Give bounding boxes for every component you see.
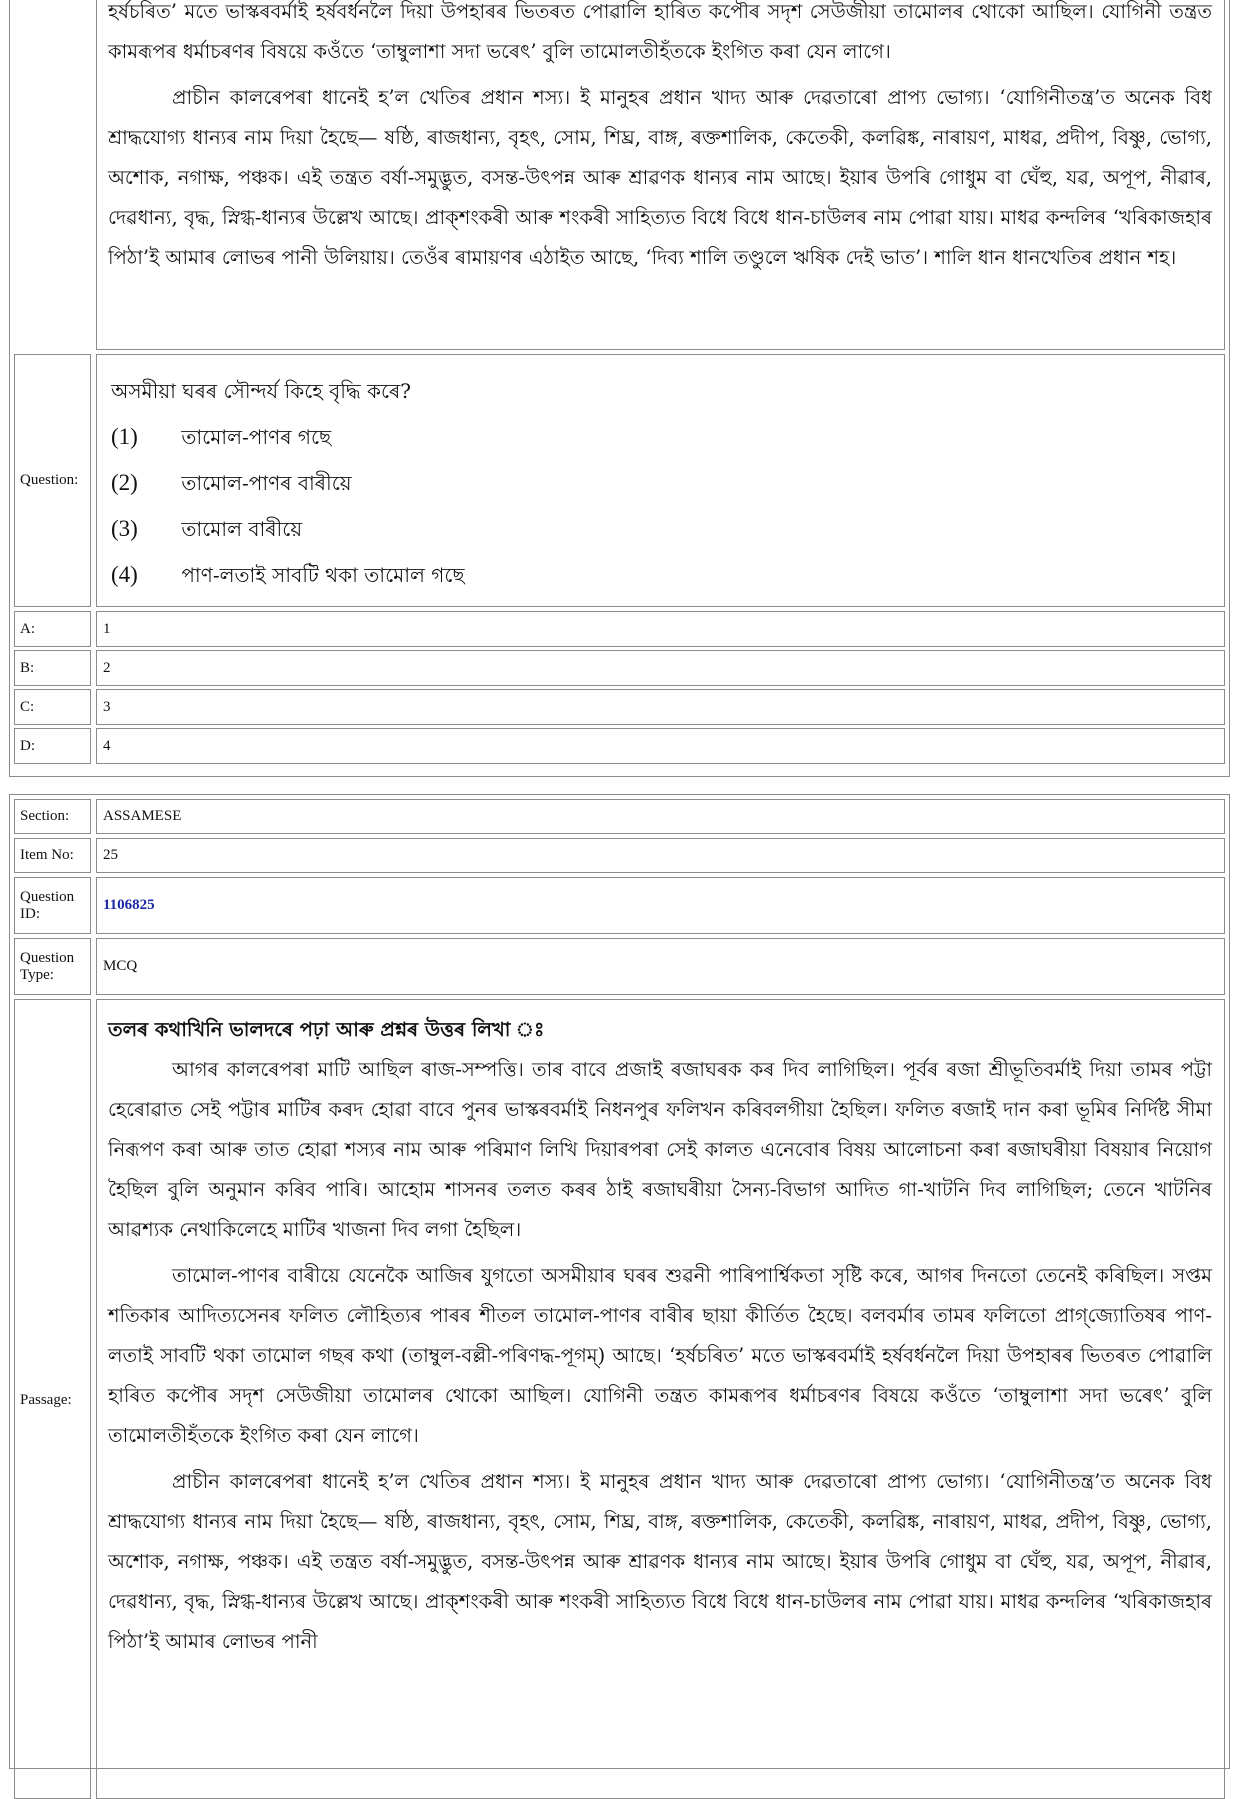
section-row: [14, 799, 1225, 834]
item-no-label: Item No:: [14, 838, 91, 873]
question-type-row: [14, 938, 1225, 995]
passage-cell: [96, 999, 1225, 1799]
passage-label: Passage:: [14, 999, 91, 1799]
question-type-value: MCQ: [96, 938, 1225, 995]
answer-value: 3: [96, 689, 1225, 725]
option-text: তামোল-পাণৰ বাৰীয়ে: [181, 471, 352, 495]
item-no-row: [14, 838, 1225, 873]
question-id-row: [14, 877, 1225, 934]
question-row: [14, 354, 1225, 607]
question-id-label: Question ID:: [14, 877, 91, 934]
passage-cell: [96, 0, 1225, 350]
answer-row-b: [14, 650, 1225, 686]
section-label: Section:: [14, 799, 91, 834]
passage-row: [14, 0, 1225, 350]
option-number: (2): [111, 470, 138, 495]
passage-text: [108, 1010, 1212, 1662]
passage-paragraph: প্রাচীন কালৰেপৰা ধানেই হ’ল খেতিৰ প্ৰধান শস্য। ই মানুহৰ প্ৰধান খাদ্য আৰু দেৱতাৰো প্ৰাপ্য ভোগ্য। ‘যোগিনীতন্ত্ৰ’ত অনেক বিধ শ্ৰাদ্ধযোগ্য ধান্যৰ নাম দিয়া হৈছে— ষষ্ঠি, ৰাজধান্য, বৃহৎ, সোম, শিঘ্ৰ, বাঙ্গ, ৰক্তশালিক, কেতেকী, কলৱিঙ্ক, নাৰায়ণ, মাধৱ, প্ৰদীপ, বিষ্ণু, ভোগ্য, অশোক, নগাক্ষ, পঞ্চক। এই তন্ত্রত বৰ্ষা-সমুদ্ভুত, বসন্ত-উৎপন্ন আৰু শ্ৰাৱণক ধান্যৰ নাম আছে। ইয়াৰ উপৰি গোধুম বা ঘেঁহু, যৱ, অপূপ, নীৱাৰ, দেৱধান্য, বৃদ্ধ, স্নিগ্ধ-ধান্যৰ উল্লেখ আছে। প্ৰাক্‌শংকৰী আৰু শংকৰী সাহিত্যত বিধে বিধে ধান-চাউলৰ নাম পোৱা যায়। মাধৱ কন্দলিৰ ‘খৰিকাজহাৰ পিঠা’ই আমাৰ লোভৰ পানী উলিয়ায়। তেওঁৰ ৰামায়ণৰ এঠাইত আছে, ‘দিব্য শালি তণ্ডুলে ঋষিক দেই ভাত’। শালি ধান ধানখেতিৰ প্ৰধান শহ।: [108, 86, 1212, 269]
question-block-25: [9, 794, 1230, 1769]
question-text: অসমীয়া ঘৰৰ সৌন্দৰ্য কিহে বৃদ্ধি কৰে?: [111, 379, 412, 403]
option-number: (3): [111, 516, 138, 541]
answer-row-d: [14, 728, 1225, 764]
passage-text: [108, 0, 1212, 278]
option-number: (4): [111, 562, 138, 587]
option-text: পাণ-লতাই সাবটি থকা তামোল গছে: [181, 563, 465, 587]
answer-row-a: [14, 611, 1225, 647]
option-2: [111, 469, 352, 502]
option-1: [111, 423, 331, 456]
question-type-label: Question Type:: [14, 938, 91, 995]
option-3: [111, 515, 302, 548]
question-block-24: [9, 0, 1230, 777]
passage-heading: তলৰ কথাখিনি ভালদৰে পঢ়া আৰু প্ৰশ্নৰ উত্তৰ লিখা ঃ: [108, 1018, 545, 1041]
answer-label: B:: [14, 650, 91, 686]
option-text: তামোল বাৰীয়ে: [181, 517, 303, 541]
passage-paragraph: তামোল-পাণৰ বাৰীয়ে যেনেকৈ আজিৰ যুগতো অসমীয়াৰ ঘৰৰ শুৱনী পাৰিপাৰ্শ্বিকতা সৃষ্টি কৰে, আগৰ দিনতো তেনেই কৰিছিল। সপ্তম শতিকাৰ আদিত্যসেনৰ ফলিত লৌহিত্যৰ পাৰৰ শীতল তামোল-পাণৰ বাৰীৰ ছায়া কীৰ্তিত হৈছে। বলবৰ্মাৰ তামৰ ফলিতো প্ৰাগ্‌জ্যোতিষৰ পাণ-লতাই সাবটি থকা তামোল গছৰ কথা (তাম্বুল-বল্লী-পৰিণদ্ধ-পূগম্) আছে। ‘হৰ্ষচৰিত’ মতে ভাস্কৰবৰ্মাই হৰ্ষবৰ্ধনলৈ দিয়া উপহাৰৰ ভিতৰত পোৱালি হাৰিত কপৌৰ সদৃশ সেউজীয়া তামোলৰ থোকো আছিল। যোগিনী তন্ত্রত কামৰূপৰ ধৰ্মাচৰণৰ বিষয়ে কওঁতে ‘তাম্বুলাশা সদা ভৰেৎ’ বুলি তামোলতীহঁতকে ইংগিত কৰা যেন লাগে।: [108, 1264, 1212, 1447]
option-text: তামোল-পাণৰ গছে: [181, 425, 332, 449]
answer-label: A:: [14, 611, 91, 647]
passage-paragraph: আগৰ কালৰেপৰা মাটি আছিল ৰাজ-সম্পত্তি। তাৰ বাবে প্ৰজাই ৰজাঘৰক কৰ দিব লাগিছিল। পূৰ্বৰ ৰজা শ্ৰীভূতিবৰ্মাই দিয়া তামৰ পট্টা হেৰোৱাত সেই পট্টাৰ মাটিৰ কৰদ হোৱা বাবে পুনৰ ভাস্কৰবৰ্মাই নিধনপুৰ ফলিখন কৰিবলগীয়া হৈছিল। ফলিত ৰজাই দান কৰা ভূমিৰ নিৰ্দিষ্ট সীমা নিৰূপণ কৰা আৰু তাত হোৱা শস্যৰ নাম আৰু পৰিমাণ লিখি দিয়াৰপৰা সেই কালত এনেবোৰ বিষয় আলোচনা কৰা ৰজাঘৰীয়া বিষয়াৰ নিয়োগ হৈছিল বুলি অনুমান কৰিব পাৰি। আহোম শাসনৰ তলত কৰৰ ঠাই ৰজাঘৰীয়া সৈন্য-বিভাগ আদিত গা-খাটনি দিব লাগিছিল; তেনে খাটনিৰ আৱশ্যক নেথাকিলেহে মাটিৰ খাজনা দিব লগা হৈছিল।: [108, 1058, 1212, 1241]
answer-value: 4: [96, 728, 1225, 764]
option-number: (1): [111, 424, 138, 449]
answer-value: 1: [96, 611, 1225, 647]
item-no-value: 25: [96, 838, 1225, 873]
passage-paragraph: হৰ্ষচৰিত’ মতে ভাস্কৰবৰ্মাই হৰ্ষবৰ্ধনলৈ দিয়া উপহাৰৰ ভিতৰত পোৱালি হাৰিত কপৌৰ সদৃশ সেউজীয়া তামোলৰ থোকো আছিল। যোগিনী তন্ত্রত কামৰূপৰ ধৰ্মাচৰণৰ বিষয়ে কওঁতে ‘তাম্বুলাশা সদা ভৰেৎ’ বুলি তামোলতীহঁতকে ইংগিত কৰা যেন লাগে।: [108, 0, 1212, 63]
passage-paragraph: প্রাচীন কালৰেপৰা ধানেই হ’ল খেতিৰ প্ৰধান শস্য। ই মানুহৰ প্ৰধান খাদ্য আৰু দেৱতাৰো প্ৰাপ্য ভোগ্য। ‘যোগিনীতন্ত্ৰ’ত অনেক বিধ শ্ৰাদ্ধযোগ্য ধান্যৰ নাম দিয়া হৈছে— ষষ্ঠি, ৰাজধান্য, বৃহৎ, সোম, শিঘ্ৰ, বাঙ্গ, ৰক্তশালিক, কেতেকী, কলৱিঙ্ক, নাৰায়ণ, মাধৱ, প্ৰদীপ, বিষ্ণু, ভোগ্য, অশোক, নগাক্ষ, পঞ্চক। এই তন্ত্রত বৰ্ষা-সমুদ্ভুত, বসন্ত-উৎপন্ন আৰু শ্ৰাৱণক ধান্যৰ নাম আছে। ইয়াৰ উপৰি গোধুম বা ঘেঁহু, যৱ, অপূপ, নীৱাৰ, দেৱধান্য, বৃদ্ধ, স্নিগ্ধ-ধান্যৰ উল্লেখ আছে। প্ৰাক্‌শংকৰী আৰু শংকৰী সাহিত্যত বিধে বিধে ধান-চাউলৰ নাম পোৱা যায়। মাধৱ কন্দলিৰ ‘খৰিকাজহাৰ পিঠা’ই আমাৰ লোভৰ পানী: [108, 1470, 1212, 1653]
question-cell: [96, 354, 1225, 607]
passage-row: [14, 999, 1225, 1799]
question-label: Question:: [14, 354, 91, 607]
section-value: ASSAMESE: [96, 799, 1225, 834]
answer-value: 2: [96, 650, 1225, 686]
option-4: [111, 561, 465, 594]
answer-label: C:: [14, 689, 91, 725]
question-id-value: 1106825: [96, 877, 1225, 934]
answer-label: D:: [14, 728, 91, 764]
answer-row-c: [14, 689, 1225, 725]
